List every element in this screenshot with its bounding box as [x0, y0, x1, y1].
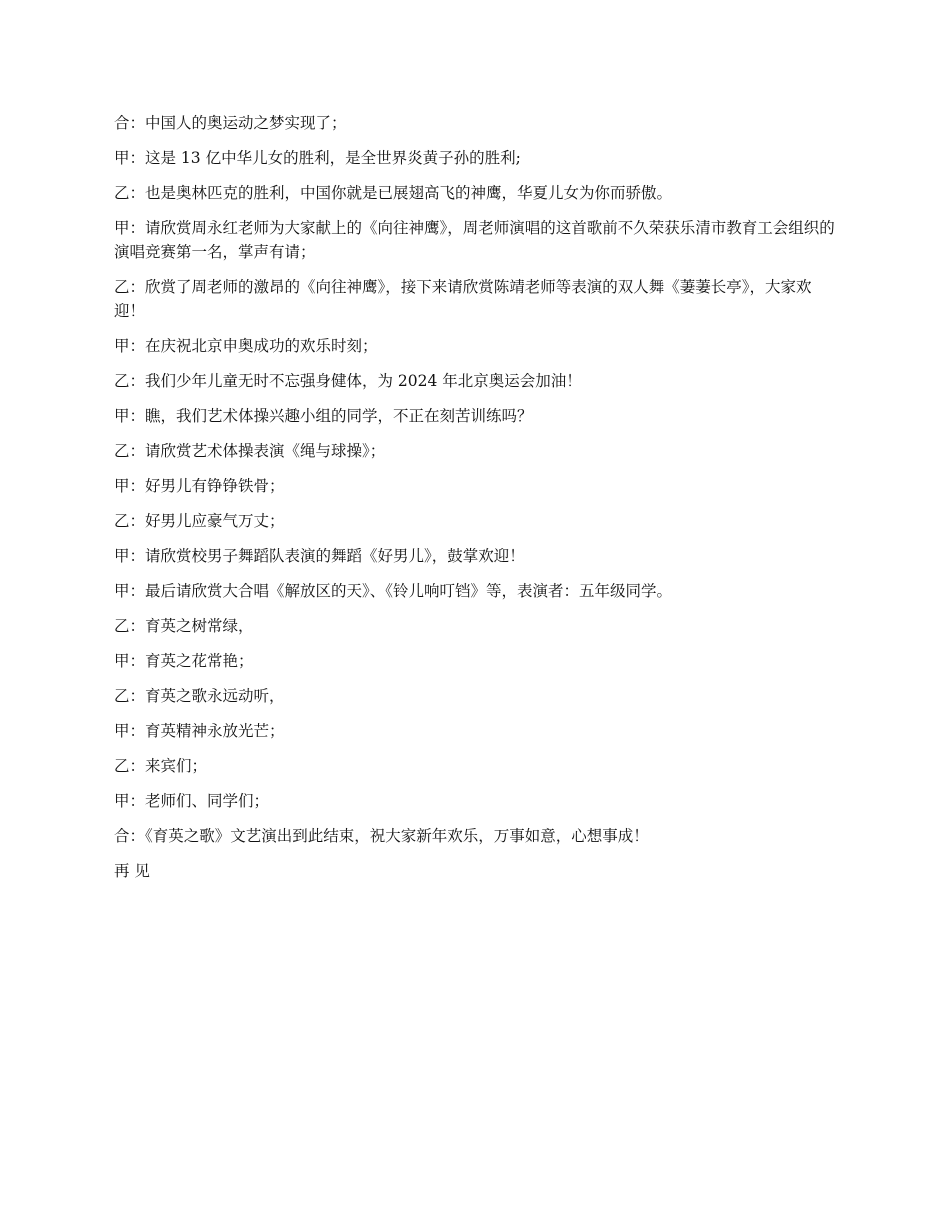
script-line: 乙：我们少年儿童无时不忘强身健体，为 2024 年北京奥运会加油！ — [114, 372, 582, 390]
script-line: 乙：育英之歌永远动听， — [114, 687, 285, 705]
script-line: 合：中国人的奥运动之梦实现了； — [114, 114, 347, 132]
script-line: 甲：在庆祝北京申奥成功的欢乐时刻； — [114, 337, 378, 355]
script-line: 甲：瞧，我们艺术体操兴趣小组的同学，不正在刻苦训练吗？ — [114, 407, 533, 425]
script-line: 乙：好男儿应豪气万丈； — [114, 512, 285, 530]
script-line: 甲：最后请欣赏大合唱《解放区的天》、《铃儿响叮铛》等，表演者：五年级同学。 — [114, 582, 673, 600]
script-line: 甲：请欣赏校男子舞蹈队表演的舞蹈《好男儿》，鼓掌欢迎！ — [114, 547, 525, 565]
script-line: 乙：来宾们； — [114, 757, 208, 775]
document-body — [114, 111, 840, 894]
script-line: 甲：育英精神永放光芒； — [114, 722, 285, 740]
script-line: 乙：请欣赏艺术体操表演《绳与球操》； — [114, 442, 386, 460]
script-line: 甲：育英之花常艳； — [114, 652, 254, 670]
script-line: 甲：请欣赏周永红老师为大家献上的《向往神鹰》，周老师演唱的这首歌前不久荣获乐清市教育工会组织的演唱竞赛第一名，掌声有请； — [114, 219, 835, 261]
script-line: 甲：这是 13 亿中华儿女的胜利，是全世界炎黄子孙的胜利; — [114, 149, 521, 167]
closing-farewell: 再 见 — [114, 862, 150, 880]
script-line: 甲：好男儿有铮铮铁骨； — [114, 477, 285, 495]
script-line: 甲：老师们、同学们； — [114, 792, 270, 810]
script-line: 合：《育英之歌》文艺演出到此结束，祝大家新年欢乐，万事如意，心想事成！ — [114, 827, 649, 845]
script-line: 乙：欣赏了周老师的激昂的《向往神鹰》，接下来请欣赏陈靖老师等表演的双人舞《萋萋长亭》，大家欢迎！ — [114, 278, 812, 320]
script-line: 乙：育英之树常绿， — [114, 617, 254, 635]
script-line: 乙：也是奥林匹克的胜利，中国你就是已展翅高飞的神鹰，华夏儿女为你而骄傲。 — [114, 184, 673, 202]
